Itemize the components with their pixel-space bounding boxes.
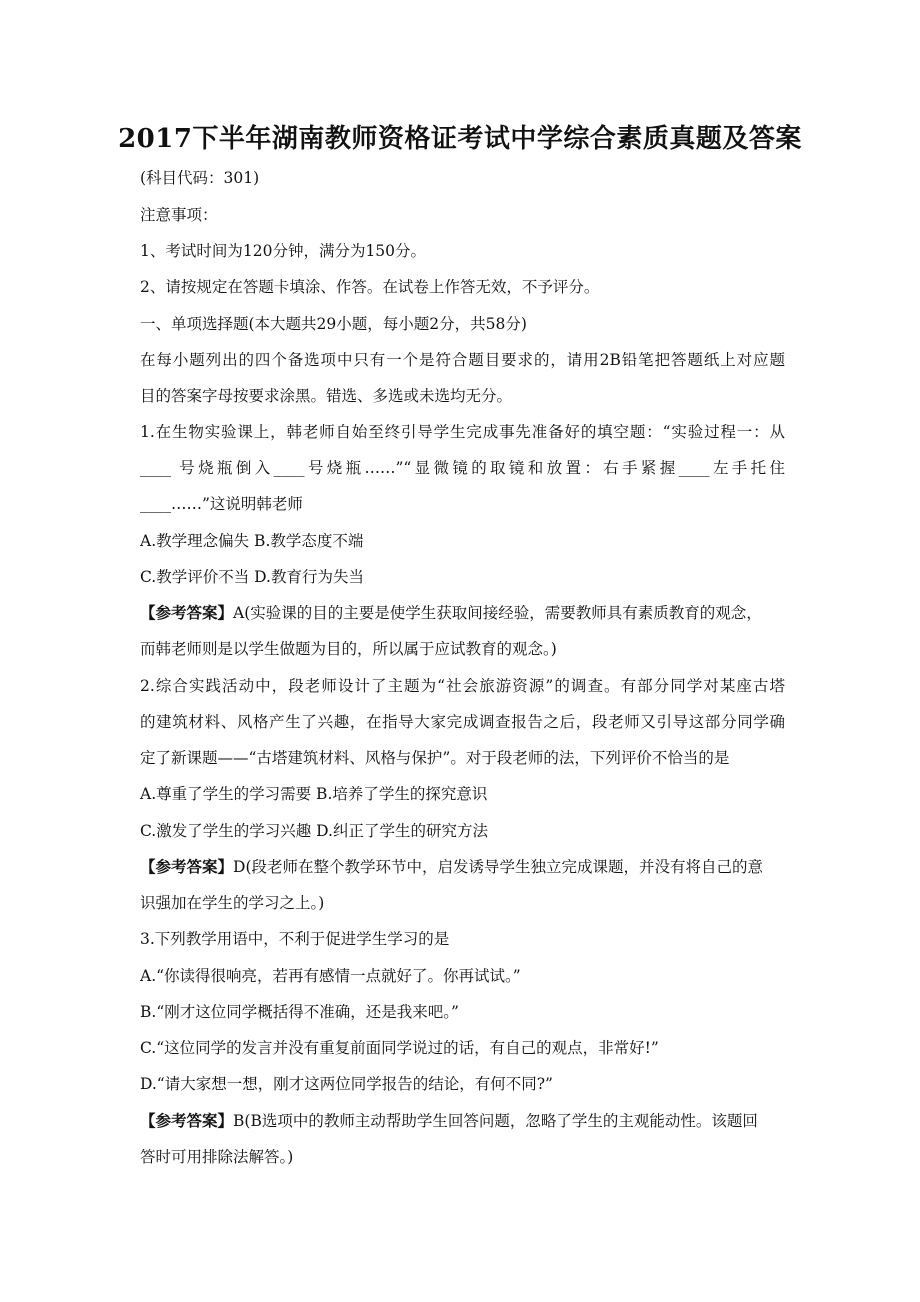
question-1-options: C.教学评价不当 D.教育行为失当: [140, 568, 364, 586]
question-1-answer: [140, 603, 785, 623]
notice-item-2: 2、请按规定在答题卡填涂、作答。在试卷上作答无效，不予评分。: [140, 278, 600, 296]
question-3-stem: 3.下列教学用语中，不利于促进学生学习的是: [140, 930, 450, 948]
notice-heading: 注意事项：: [140, 206, 218, 224]
subject-code: (科目代码：301): [140, 169, 260, 187]
question-2-stem: 2.综合实践活动中，段老师设计了主题为“社会旅游资源”的调查。有部分同学对某座古塔: [140, 677, 785, 695]
question-2-options: C.激发了学生的学习兴趣 D.纠正了学生的研究方法: [140, 822, 488, 840]
instruction-line: 在每小题列出的四个备选项中只有一个是符合题目要求的，请用2B铅笔把答题纸上对应题: [140, 351, 785, 369]
answer-label: 【参考答案】: [140, 857, 234, 876]
document-title: 2017下半年湖南教师资格证考试中学综合素质真题及答案: [118, 124, 802, 154]
question-2-answer: [140, 857, 785, 877]
section-heading: 一、单项选择题(本大题共29小题，每小题2分，共58分): [140, 315, 527, 333]
instruction-line: 目的答案字母按要求涂黑。错选、多选或未选均无分。: [140, 387, 513, 405]
answer-text: B(B选项中的教师主动帮助学生回答问题，忽略了学生的主观能动性。该题回: [233, 1112, 758, 1130]
answer-label: 【参考答案】: [140, 603, 234, 622]
question-2-stem: 的建筑材料、风格产生了兴趣，在指导大家完成调查报告之后，段老师又引导这部分同学确: [140, 713, 785, 731]
question-1-answer: 而韩老师则是以学生做题为目的，所以属于应试教育的观念。): [140, 640, 557, 658]
question-3-option-b: B.“刚才这位同学概括得不准确，还是我来吧。”: [140, 1003, 459, 1021]
question-3-option-c: C.“这位同学的发言并没有重复前面同学说过的话，有自己的观点，非常好!”: [140, 1039, 659, 1057]
question-1-options: A.教学理念偏失 B.教学态度不端: [140, 532, 364, 550]
answer-label: 【参考答案】: [140, 1111, 234, 1130]
question-3-option-d: D.“请大家想一想，刚才这两位同学报告的结论，有何不同?”: [140, 1075, 553, 1093]
question-2-options: A.尊重了学生的学习需要 B.培养了学生的探究意识: [140, 785, 488, 803]
answer-text: D(段老师在整个教学环节中，启发诱导学生独立完成课题，并没有将自己的意: [233, 858, 763, 876]
question-1-stem: ____……”这说明韩老师: [140, 495, 303, 513]
question-2-stem: 定了新课题——“古塔建筑材料、风格与保护”。对于段老师的法，下列评价不恰当的是: [140, 749, 730, 767]
question-3-option-a: A.“你读得很响亮，若再有感情一点就好了。你再试试。”: [140, 967, 521, 985]
answer-text: A(实验课的目的主要是使学生获取间接经验，需要教师具有素质教育的观念，: [233, 604, 762, 622]
question-3-answer: [140, 1111, 785, 1131]
question-2-answer: 识强加在学生的学习之上。): [140, 894, 325, 912]
question-1-stem: 1.在生物实验课上，韩老师自始至终引导学生完成事先准备好的填空题：“实验过程一：从: [140, 423, 785, 441]
question-1-stem: ____ 号烧瓶倒入____号烧瓶……”“显微镜的取镜和放置：右手紧握____左手托住: [140, 459, 785, 477]
question-3-answer: 答时可用排除法解答。): [140, 1148, 294, 1166]
notice-item-1: 1、考试时间为120分钟，满分为150分。: [140, 242, 427, 260]
